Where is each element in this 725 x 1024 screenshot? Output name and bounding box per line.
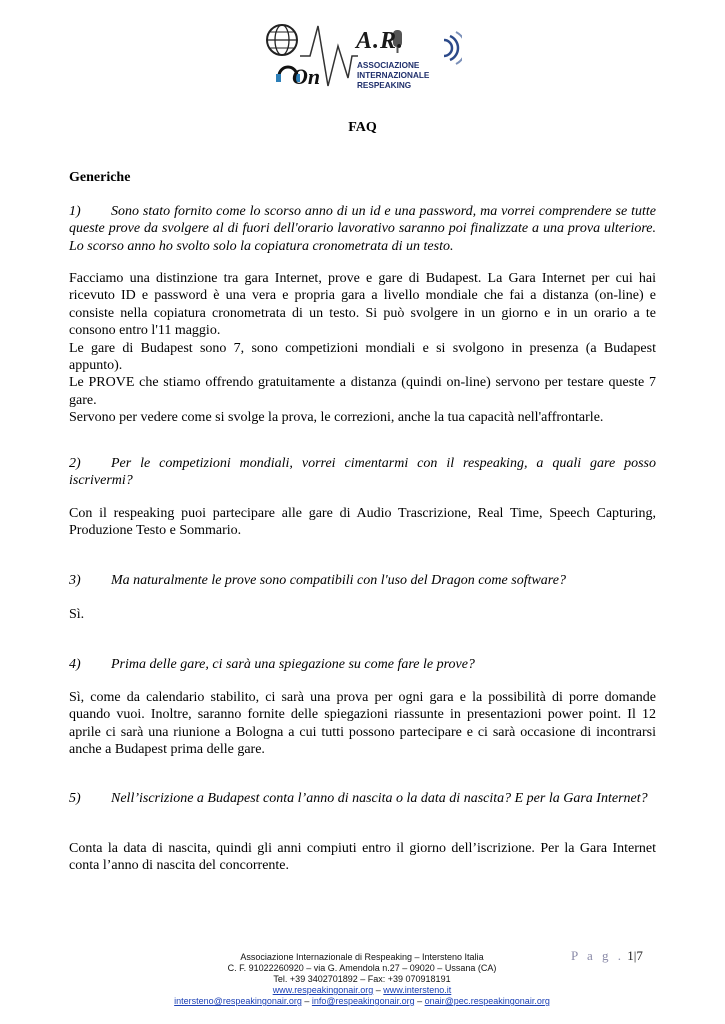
faq-question-3 [69, 572, 656, 589]
page-label: P a g . [571, 948, 625, 963]
faq-question-text-4: Prima delle gare, ci sarà una spiegazione su come fare le prove? [111, 657, 475, 672]
faq-answer-5-para-1: Conta la data di nascita, quindi gli anni compiuti entro il giorno dell’iscrizione. Per la Gara Internet conta l’anno di nascita del concorrente. [69, 841, 656, 874]
footer-sep-3: – [414, 996, 425, 1006]
faq-answer-1-para-1: Facciamo una distinzione tra gara Internet, prove e gare di Budapest. La Gara Internet per cui hai ricevuto ID e password è una vera e propria gara a livello mondiale che fai a distanza (on-line) e consiste nella copiatura cronometrata di un testo. Si può svolgere in un giorno e in un orario a te consono entro l'11 maggio. [69, 271, 656, 339]
faq-answer-2-para-1: Con il respeaking puoi partecipare alle gare di Audio Trascrizione, Real Time, Speech Capturing, Produzione Testo e Sommario. [69, 506, 656, 539]
faq-answer-3 [69, 606, 656, 623]
page-total: 7 [636, 948, 643, 963]
faq-answer-2 [69, 505, 656, 540]
faq-answer-1-para-2: Le gare di Budapest sono 7, sono competizioni mondiali e si svolgono in presenza (a Budapest appunto). [69, 340, 656, 374]
faq-question-4 [69, 656, 656, 673]
faq-answer-1-para-4: Servono per vedere come si svolge la prova, le correzioni, anche la tua capacità nell'affrontarle. [69, 410, 604, 426]
faq-answer-3-para-1: Sì. [69, 607, 85, 622]
faq-answer-5 [69, 840, 656, 875]
faq-question-text-1: Sono stato fornito come lo scorso anno di un id e una password, ma vorrei comprendere se tutte queste prove da svolgere al di fuori dell'orario lavorativo saranno poi finalizzate a una prova ulteriore. Lo scorso anno ho svolto solo la copiatura cronometrata di un testo. [69, 204, 656, 254]
email-link-intersteno[interactable]: intersteno@respeakingonair.org [174, 996, 302, 1006]
footer [140, 952, 584, 1007]
faq-answer-4-para-1: Sì, come da calendario stabilito, ci sarà una prova per ogni gara e la possibilità di porre domande quando vuoi. Inoltre, saranno fornite delle spiegazioni riassunte in presentazioni power point. Il 12 aprile ci sarà una riunione a Bologna a cui tutti possono partecipare e ci sarà occasione di incontrarsi anche a Budapest prima delle gare. [69, 690, 656, 758]
page-separator: | [633, 948, 637, 963]
footer-sep-2: – [301, 996, 312, 1006]
footer-line-3: Tel. +39 3402701892 – Fax: +39 070918191 [273, 974, 451, 984]
footer-line-1: Associazione Internazionale di Respeaking – Intersteno Italia [240, 952, 484, 962]
faq-number-4: 4) [69, 657, 81, 672]
faq-answer-1 [69, 270, 656, 427]
footer-emails [140, 996, 584, 1007]
faq-question-text-3: Ma naturalmente le prove sono compatibili con l'uso del Dragon come software? [111, 573, 566, 588]
faq-answer-4 [69, 689, 656, 759]
faq-question-1 [69, 203, 656, 255]
logo-title: A.R. [356, 28, 405, 54]
logo-line-2: INTERNAZIONALE [357, 71, 430, 80]
faq-question-text-5: Nell’iscrizione a Budapest conta l’anno di nascita o la data di nascita? E per la Gara Internet? [111, 791, 648, 806]
faq-question-2 [69, 455, 656, 490]
faq-number-2: 2) [69, 456, 81, 471]
footer-websites [140, 985, 584, 996]
section-heading: Generiche [69, 170, 131, 185]
faq-answer-1-para-3: Le PROVE che stiamo offrendo gratuitamente a distanza (quindi on-line) servono per testare queste 7 gare. [69, 375, 656, 408]
faq-number-1: 1) [69, 204, 81, 219]
faq-number-5: 5) [69, 791, 81, 806]
faq-question-text-2: Per le competizioni mondiali, vorrei cimentarmi con il respeaking, a quali gare posso iscrivermi? [69, 456, 656, 489]
faq-question-5 [69, 790, 656, 807]
page-current: 1 [627, 948, 634, 963]
logo-subtitle [357, 61, 429, 91]
footer-line-2: C. F. 91022260920 – via G. Amendola n.27 – 09020 – Ussana (CA) [227, 963, 497, 973]
logo-on: On [292, 64, 321, 89]
website-link-intersteno[interactable]: www.intersteno.it [383, 985, 452, 995]
email-link-pec[interactable]: onair@pec.respeakingonair.org [424, 996, 550, 1006]
footer-sep-1: – [373, 985, 384, 995]
page-title: FAQ [348, 120, 377, 135]
logo-line-1: ASSOCIAZIONE [357, 61, 420, 70]
logo-line-3: RESPEAKING [357, 81, 412, 90]
website-link-respeaking[interactable]: www.respeakingonair.org [272, 985, 374, 995]
email-link-info[interactable]: info@respeakingonair.org [311, 996, 415, 1006]
faq-number-3: 3) [69, 573, 81, 588]
